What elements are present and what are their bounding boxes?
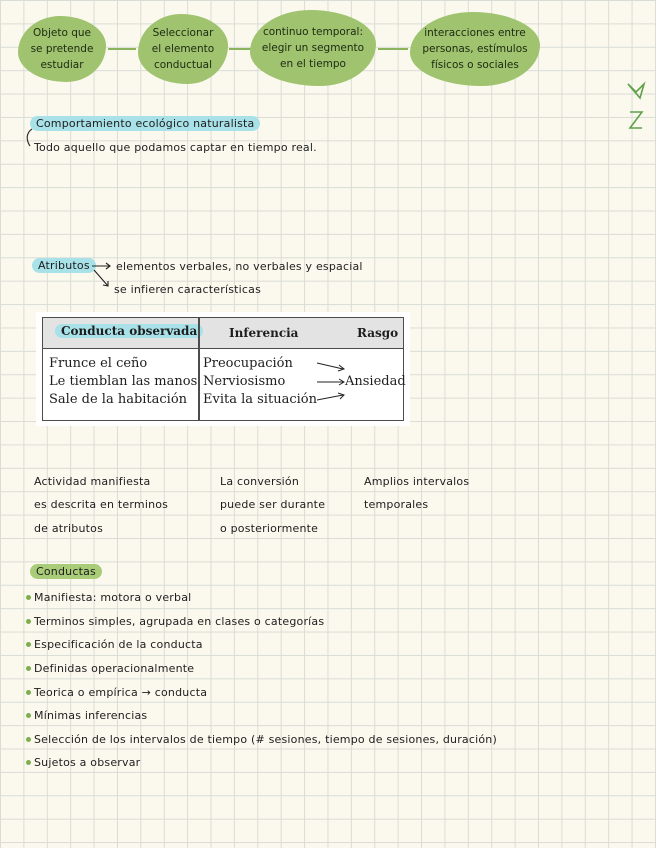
corner-mark (624, 78, 648, 138)
list-item (26, 657, 497, 681)
table-cell: Le tiemblan las manos (49, 374, 198, 389)
table-header-trait: Rasgo (357, 326, 399, 340)
bullet-icon (26, 642, 31, 647)
list-item (26, 751, 497, 775)
notes-col2 (220, 470, 325, 540)
flow-node-text: Objeto que se pretende estudiar (30, 26, 94, 72)
bullet-icon (26, 595, 31, 600)
table-trait: Ansiedad (345, 374, 406, 389)
notes-line: de atributos (34, 521, 104, 535)
attributes-line2: se infieren características (114, 283, 262, 296)
attributes-line1: elementos verbales, no verbales y espacial (116, 260, 363, 273)
flow-connector (229, 48, 251, 50)
table-cell: Evita la situación (203, 392, 317, 407)
inference-table (36, 312, 410, 426)
list-item-text: Sujetos a observar (34, 756, 141, 770)
table-header-conduct: Conducta observada (55, 324, 203, 338)
flow-node-select (138, 14, 228, 84)
flow-node-text: interacciones entre personas, estímulos físicos o sociales (422, 26, 528, 72)
table-col-observed (49, 355, 197, 409)
notes-line: temporales (364, 498, 429, 512)
bullet-icon (26, 666, 31, 671)
list-item (26, 586, 497, 610)
list-item-text: Manifiesta: motora o verbal (34, 591, 192, 605)
notes-col3 (364, 470, 469, 517)
flow-node-time (250, 10, 376, 86)
notes-line: Amplios intervalos (364, 475, 470, 488)
table-col-inference (203, 355, 317, 409)
list-item (26, 610, 497, 634)
list-item-text: Especificación de la conducta (34, 638, 203, 652)
behavior-text: Todo aquello que podamos captar en tiempo real. (34, 141, 317, 154)
attributes-label: Atributos (32, 258, 96, 273)
conductas-title: Conductas (30, 564, 102, 579)
notes-line: La conversión (220, 475, 300, 488)
table-header-inference: Inferencia (229, 326, 299, 340)
flow-node-text: Seleccionar el elemento conductual (151, 26, 215, 72)
notes-line: puede ser durante (220, 498, 326, 512)
list-item (26, 633, 497, 657)
list-item-text: Definidas operacionalmente (34, 662, 195, 676)
list-item-text: Mínimas inferencias (34, 709, 148, 723)
flow-connector (108, 48, 136, 50)
bullet-icon (26, 737, 31, 742)
bullet-icon (26, 619, 31, 624)
list-item-text: Terminos simples, agrupada en clases o categorías (34, 614, 325, 628)
flow-node-object (18, 16, 106, 82)
list-item-text: Teorica o empírica → conducta (34, 685, 208, 699)
table-cell: Sale de la habitación (49, 392, 188, 407)
flow-connector (378, 48, 408, 50)
list-item-text: Selección de los intervalos de tiempo (# sesiones, tiempo de sesiones, duración) (34, 732, 497, 746)
behavior-title: Comportamiento ecológico naturalista (30, 116, 260, 131)
list-item (26, 728, 497, 752)
conductas-list (26, 586, 497, 775)
notes-line: es descrita en terminos (34, 498, 169, 512)
list-item (26, 680, 497, 704)
table-cell: Frunce el ceño (49, 356, 148, 371)
notes-col1 (34, 470, 168, 540)
bullet-icon (26, 760, 31, 765)
corner-mark-icon (624, 78, 648, 138)
table-cell: Preocupación (203, 356, 293, 371)
table-cell: Nerviosismo (203, 374, 286, 389)
table-divider (198, 318, 200, 420)
notes-line: Actividad manifiesta (34, 475, 151, 488)
notes-line: o posteriormente (220, 521, 319, 535)
flow-node-interactions (410, 12, 540, 86)
table-header (43, 318, 403, 349)
list-item (26, 704, 497, 728)
bullet-icon (26, 713, 31, 718)
bullet-icon (26, 690, 31, 695)
arrow-icon (90, 258, 114, 296)
flow-node-text: continuo temporal: elegir un segmento en el tiempo (261, 25, 365, 71)
